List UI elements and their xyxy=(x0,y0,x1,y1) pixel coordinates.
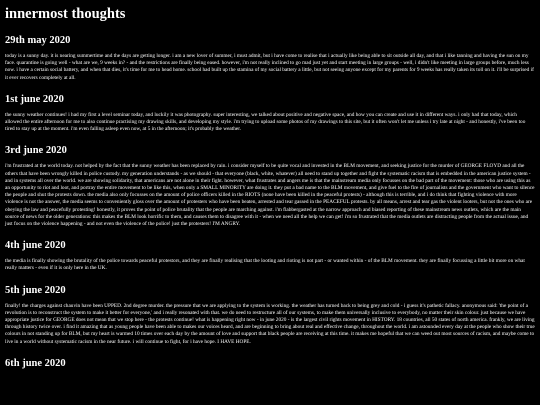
entry-text: i'm frustrated at the world today. not helped by the fact that the sunny weather has been replaced by rain. i consider myself to be quite vocal and invested in the BLM movement, and seeking justice for the murder of GEORGE FLOYD and all the others that have been wrongly killed in police custody. my generation understands - as we should - that everyone (black, white, whatever) all need to stand up together and fight the systematic racism that is embedded in the american justice system - and in systems all over the world. we are showing solidarity, that americans are not alone in their fight. however, what frustrates and angers me is that the mainstream media only focusses on the bad part of the movement: those who are using this as an opportunity to riot and loot, and portray the entire movement to be like this, when only a SMALL MINORITY are doing it. they put a bad name to the BLM movement, and give fuel to the fire of journalists and the government who want to silence the people and shut the protests down. the media also only focusses on the amount of police officers killed in the RIOTS (none have been killed in the peaceful protests) - although this is terrible, and i do think that fighting violence with more violence is not the answer, the media seems to conveniently gloss over the amount of protesters who have been beaten, arrested and tear gassed in the PEACEFUL protests. by all means, arrest and tear gas the violent looters, but not the ones who are obeying the law and peacefully protesting! honestly, it proves the point of police brutality that the people are marching against. i'm flabbergasted at the narrow approach and biased reporting of these mainstream news outlets, which are the main source of news for the older generations: this makes the BLM look horrific to them, and causes them to disagree with it - when we need all the help we can get! i'm so frustrated that the media outlets are distracting people from the actual issue, and just focus on the violence happening - and not even the violence of the police! just the protesters! I'M ANGRY. xyxy=(5,163,535,228)
blog-title: innermost thoughts xyxy=(5,6,126,22)
blog-entry xyxy=(5,145,535,228)
blog-entry xyxy=(5,285,535,346)
entry-text: finally! the charges against chauvin have been UPPED. 2nd degree murder. the pressure that we are applying to the system is working. the weather has turned back to being grey and cold - i guess it's pathetic fallacy. anonymous said: 'the point of a revolution is to reconstruct the system to make it better for everyone,' and i really resonated with that. we do need to restructure all of our systems, to make them universally inclusive to everybody, no matter their skin colour. just because we have appropriate justice for GEORGE does not mean that we stop here - the protests continue! what is happening right now - in june 2020 - is the largest civil rights movement in HISTORY. 18 countries, all 50 states of north america. frankly, we are living through history twice over. i find it amazing that as young people have been able to makes our voices heard, and are beginning to bring about real and effective change, throughout the world. i am astounded every day at the people who show their true colours in not standing up for BLM, but my heart is warmed 10 times over each day by the amount of love and support that black people are receiving at this time. it makes me hopeful that we can weed out most sources of racism, and maybe come to live in a world without systematic racism in the near future. i will continue to fight, for i have hope. I HAVE HOPE. xyxy=(5,302,535,345)
entry-date: 3rd june 2020 xyxy=(5,145,67,157)
entry-date: 5th june 2020 xyxy=(5,284,66,296)
blog-entry xyxy=(5,240,535,272)
blog-entry xyxy=(5,358,535,370)
entry-date: 1st june 2020 xyxy=(5,93,64,105)
entry-text: today is a sunny day. it is nearing summertime and the days are getting longer. i am a new lover of summer, i must admit, but i have come to realise that i actually like being able to sit outside all day, and that i like tanning and having the sun on my face. quarantine is going well - what are we, 9 weeks in? - and the restrictions are finally being eased. however, i'm not really inclined to go mad just yet and start meeting in large groups - well, i didn't like meeting in large groups before, much less now. i have a certain social battery, and when that dies, it's time for me to head home. school had built up the stamina of my social battery a little, but not seeing anyone except for my parents for 9 weeks has really taken its toll on it. i'll be surprised if it ever recovers completely at all. xyxy=(5,53,534,81)
entry-text: the sunny weather continues! i had my first a level seminar today, and luckily it was photography. super interesting, we talked about positive and negative space, and how you can create and use it in different ways. i only had that today, which allowed the entire afternoon for me to also continue practising my drawing skills, and developing my style. i'm trying to upload some photos of my drawings to this site, but it often won't let me unless i try late at night - and honestly, i've been too tired to stay up at the moment. i'm even falling asleep even now, at 5 in the afternoon; it's probably the weather. xyxy=(5,111,526,133)
entry-date: 29th may 2020 xyxy=(5,35,71,46)
entry-date: 6th june 2020 xyxy=(5,357,66,369)
entry-text: the media is finally showing the brutality of the police towards peaceful protestors, and they are finally realising that the looting and rioting is not part - or wanted within - of the BLM movement. they are finally focussing a little bit more on what really matters - even if it is only here in the UK. xyxy=(5,258,525,272)
entry-date: 4th june 2020 xyxy=(5,240,66,252)
blog-entry xyxy=(5,35,535,82)
blog-entry xyxy=(5,94,535,134)
